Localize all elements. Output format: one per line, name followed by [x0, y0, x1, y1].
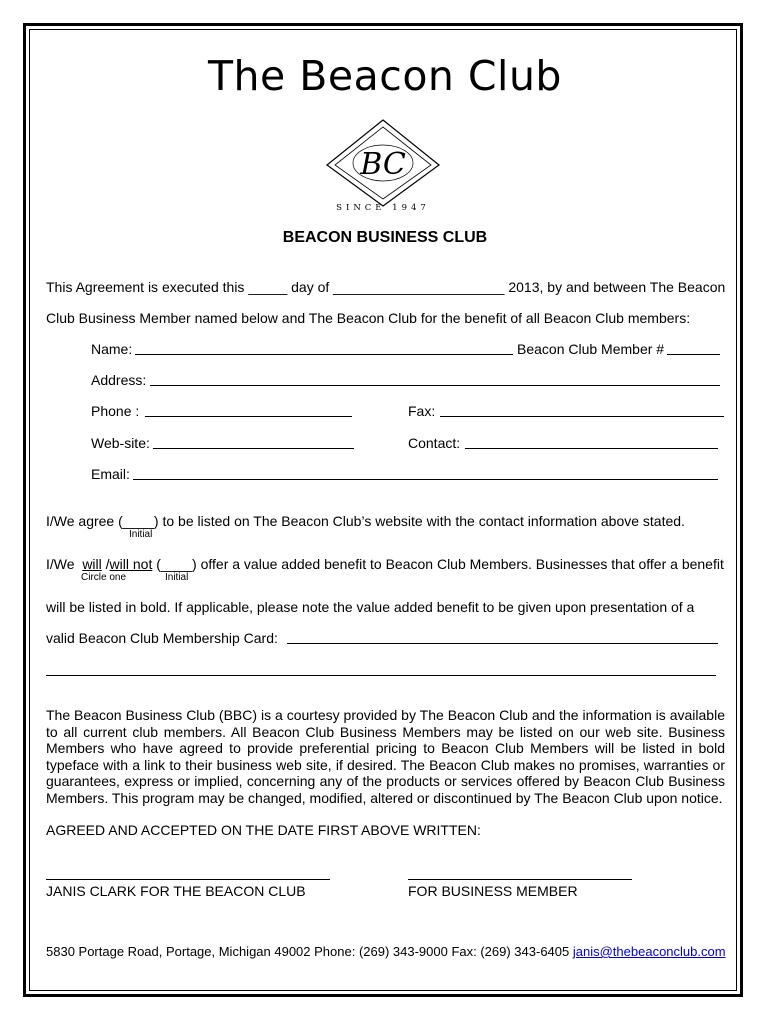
name-field[interactable] — [135, 354, 513, 355]
beacon-club-signature-line[interactable] — [46, 879, 330, 880]
form-heading: BEACON BUSINESS CLUB — [282, 229, 488, 246]
contact-label: Contact: — [408, 435, 461, 451]
website-field[interactable] — [153, 448, 354, 449]
footer-email-link[interactable]: janis@thebeaconclub.com — [572, 944, 726, 959]
benefit-line — [46, 556, 724, 572]
email-label: Email: — [91, 466, 130, 482]
business-member-signature-line[interactable] — [408, 879, 632, 880]
will-not-option[interactable]: will not — [109, 556, 153, 572]
footer-address: 5830 Portage Road, Portage, Michigan 49002 Phone: (269) 343-9000 Fax: (269) 343-6405 — [46, 944, 570, 959]
logo-since-text: SINCE 1947 — [336, 203, 430, 213]
will-option[interactable]: will — [82, 556, 102, 572]
benefit-field[interactable] — [287, 643, 718, 644]
slash-text: / — [105, 556, 110, 572]
member-number-label: Beacon Club Member # — [517, 341, 665, 357]
benefit-text: (____) offer a value added benefit to Beacon Club Members. Businesses that offer a benefit — [156, 556, 724, 572]
program-description: The Beacon Business Club (BBC) is a courtesy provided by The Beacon Club and the information is available to all current club members. All Beacon Club Business Members may be listed on our web site. Business Members who have agreed to provide preferential pricing to Beacon Club Members will be listed in bold typeface with a link to their business web site, if desired. The Beacon Club makes no promises, warranties or guarantees, express or implied, concerning any of the products or services offered by Beacon Club Business Members. This program may be changed, modified, altered or discontinued by The Beacon Club upon notice. — [46, 707, 725, 806]
bold-listing-line: will be listed in bold. If applicable, please note the value added benefit to be given upon presentation of a — [46, 599, 695, 615]
website-label: Web-site: — [91, 435, 150, 451]
fax-label: Fax: — [408, 403, 436, 419]
listing-agree-text: I/We agree (____) to be listed on The Beacon Club’s website with the contact information above stated. — [46, 513, 685, 529]
email-field[interactable] — [133, 479, 718, 480]
footer-contact — [46, 944, 726, 960]
agreed-statement: AGREED AND ACCEPTED ON THE DATE FIRST ABOVE WRITTEN: — [46, 822, 481, 838]
fax-field[interactable] — [440, 416, 724, 417]
membership-card-label: valid Beacon Club Membership Card: — [46, 630, 278, 646]
club-logo — [318, 118, 448, 214]
agreement-line-1: This Agreement is executed this _____ day of ______________________ 2013, by and between The Beacon — [46, 279, 726, 295]
name-label: Name: — [91, 341, 133, 357]
address-field[interactable] — [150, 385, 720, 386]
contact-field[interactable] — [465, 448, 718, 449]
circle-one-note: Circle one — [81, 572, 127, 583]
initial-note-2: Initial — [165, 572, 189, 583]
phone-label: Phone : — [91, 403, 140, 419]
benefit-field-line-2[interactable] — [46, 675, 716, 676]
member-number-field[interactable] — [667, 354, 720, 355]
iwe-text: I/We — [46, 556, 75, 572]
initial-note: Initial — [129, 529, 153, 540]
phone-field[interactable] — [145, 416, 352, 417]
address-label: Address: — [91, 372, 147, 388]
agreement-line-2: Club Business Member named below and The Beacon Club for the benefit of all Beacon Club members: — [46, 310, 691, 326]
beacon-club-signer: JANIS CLARK FOR THE BEACON CLUB — [46, 883, 306, 899]
logo-monogram: BC — [360, 147, 406, 182]
club-title: The Beacon Club — [208, 52, 562, 100]
business-member-signer: FOR BUSINESS MEMBER — [408, 883, 578, 899]
